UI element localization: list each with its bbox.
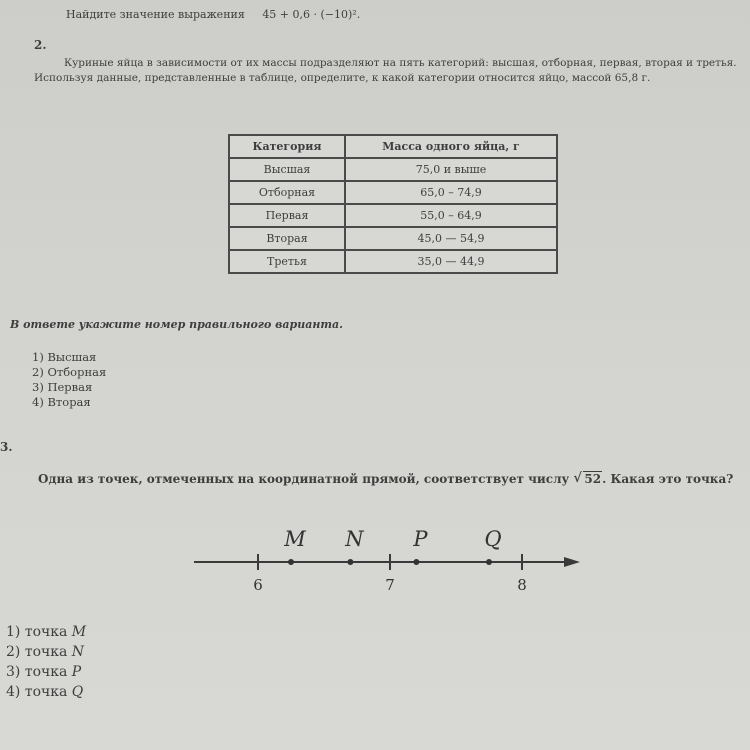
task2-text: Куриные яйца в зависимости от их массы подразделяют на пять категорий: высшая, отборная, первая, вторая и третья. Используя данные, представленные в таблице, определите, к какой категории относится яйцо, массой 65,8 г.: [34, 57, 737, 84]
table-cell: Первая: [229, 204, 345, 227]
task3-options: [6, 622, 86, 702]
table-cell: 35,0 — 44,9: [345, 250, 557, 273]
point-label: M: [284, 527, 306, 551]
task3-option-text: 3) точка: [6, 664, 72, 680]
task1-prompt: Найдите значение выражения: [66, 8, 245, 21]
axis-arrow-icon: [564, 557, 580, 567]
task3-option-point: N: [71, 644, 85, 660]
table-cell: Третья: [229, 250, 345, 273]
task3-option-point: M: [71, 624, 87, 640]
task2-option[interactable]: 3) Первая: [32, 380, 93, 394]
sqrt-argument: 52: [584, 472, 602, 486]
table-cell: 55,0 – 64,9: [345, 204, 557, 227]
tick-label: 7: [385, 576, 395, 594]
tick-label: 6: [253, 576, 263, 594]
table-cell: Отборная: [229, 181, 345, 204]
point-label: P: [413, 527, 428, 551]
point-marker: [288, 559, 294, 565]
task3-option-point: Q: [71, 684, 84, 700]
task2-option[interactable]: 1) Высшая: [32, 350, 97, 364]
point-label: N: [345, 527, 364, 551]
table-cell: 75,0 и выше: [345, 158, 557, 181]
task3-option-text: 1) точка: [6, 624, 72, 640]
table-cell: Вторая: [229, 227, 345, 250]
point-marker: [413, 559, 419, 565]
tick-label: 8: [517, 576, 527, 594]
task3-option-point: P: [71, 664, 82, 680]
task3-question-end: . Какая это точка?: [602, 472, 734, 486]
task1-expression: 45 + 0,6 · (−10)².: [262, 8, 361, 21]
task2-option[interactable]: 2) Отборная: [32, 365, 107, 379]
sqrt-sign-icon: √: [573, 471, 582, 486]
point-label: Q: [484, 527, 502, 551]
task3-option[interactable]: [6, 662, 86, 682]
point-marker: [347, 559, 353, 565]
task3-option-text: 2) точка: [6, 644, 72, 660]
task2-answer-note: В ответе укажите номер правильного варианта.: [10, 318, 343, 331]
task3-option[interactable]: [6, 682, 86, 702]
table-cell: 65,0 – 74,9: [345, 181, 557, 204]
table-cell: Высшая: [229, 158, 345, 181]
task3-question-start: Одна из точек, отмеченных на координатной прямой, соответствует числу: [38, 472, 570, 486]
task3-option[interactable]: [6, 642, 86, 662]
table-header-cell: Масса одного яйца, г: [345, 135, 557, 158]
table-cell: 45,0 — 54,9: [345, 227, 557, 250]
task3-number: 3.: [0, 440, 13, 454]
point-marker: [486, 559, 492, 565]
task3-option-text: 4) точка: [6, 684, 72, 700]
task2-number: 2.: [34, 38, 47, 52]
task2-option[interactable]: 4) Вторая: [32, 395, 91, 409]
table-header-cell: Категория: [229, 135, 345, 158]
task3-option[interactable]: [6, 622, 86, 642]
